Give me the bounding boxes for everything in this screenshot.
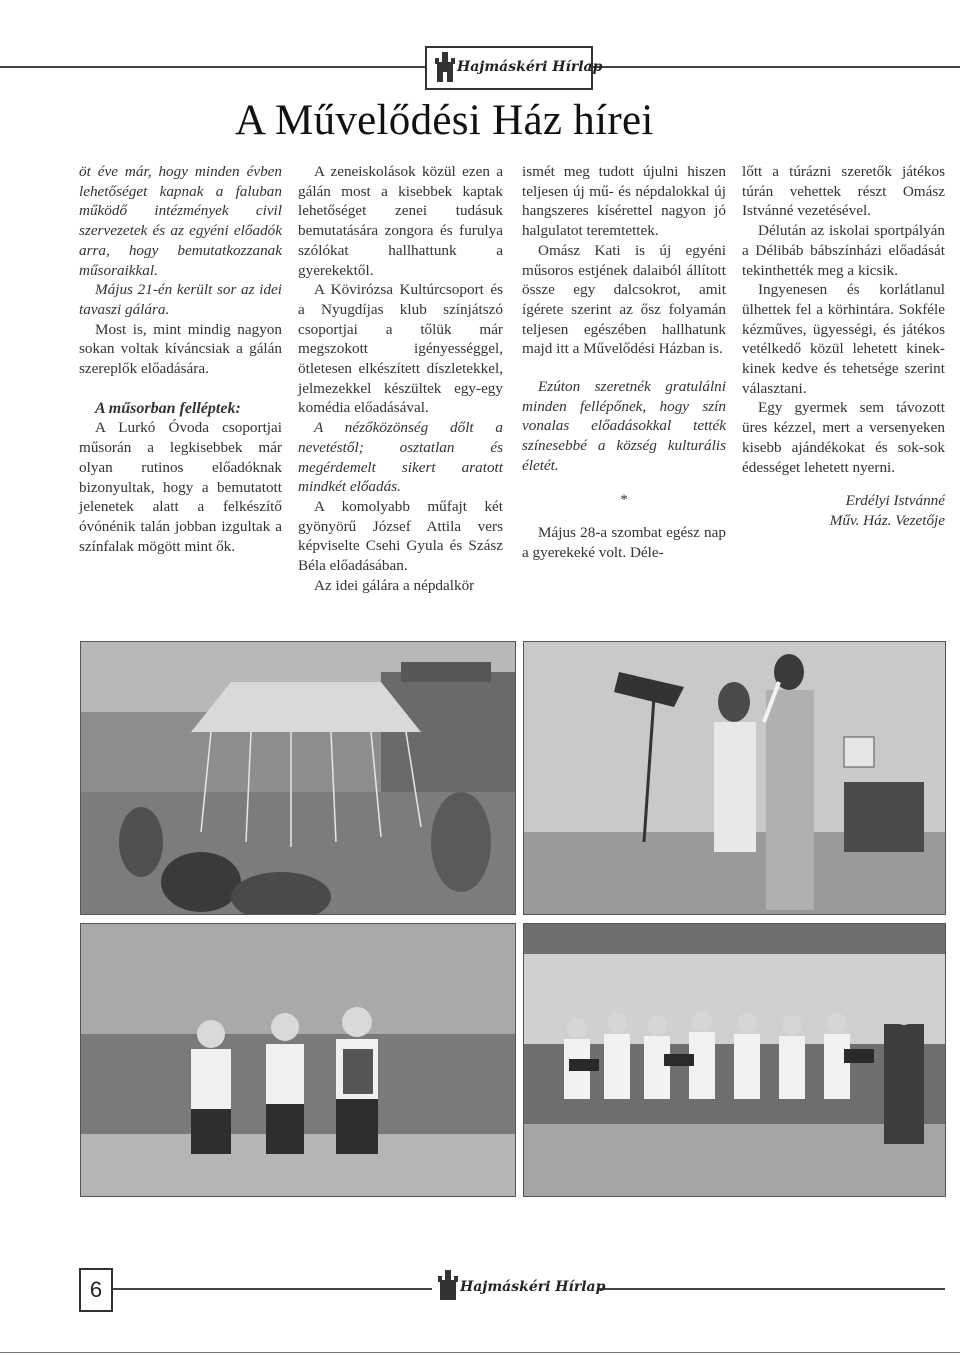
article-column-2 (298, 162, 503, 595)
prizes-paragraph: Egy gyermek sem távozott üres kézzel, mert a versenyeken kisebb ajándékokat és sok-sok édességet lehetett nyerni. (742, 399, 945, 476)
solo-singer-paragraph: Omász Kati is új egyéni műsoros estjének dalaiból állított össze egy dalcsokrot, amit ígérete szerint az ősz folyamán teljesen egészében hallhatunk majd itt a Művelődési Házban is. (522, 241, 726, 358)
performers-subheading: A műsorban felléptek: (95, 399, 241, 417)
castle-icon (433, 50, 457, 84)
choir-illustration (524, 924, 945, 1196)
article-column-1 (79, 162, 282, 556)
footer-logo-text: Hajmáskéri Hírlap (460, 1279, 606, 1295)
music-school-paragraph: A zeneiskolások közül ezen a gálán most a kisebbek kaptak lehetőséget zenei tudásuk bemutatására zongora és furulya szólókat hallhattunk a gyerekektől. (298, 163, 503, 279)
photo-choir (523, 923, 946, 1197)
intro-paragraph: öt éve már, hogy minden évben lehetőséget kapnak a faluban működő intézmények civil szervezetek és az egyéni előadók arra, hogy bemutatkozzanak műsoraikkal. (79, 163, 282, 279)
footer-rule-right (598, 1288, 945, 1290)
carousel-paragraph: Ingyenesen és korlátlanul ülhettek fel a körhintára. Sokféle kézműves, ügyességi, és játékos vetélkedő közül lehetett kinek-kinek kedve és tehetsége szerint választani. (742, 281, 945, 397)
masthead-rule-left (0, 66, 425, 68)
kindergarten-illustration (81, 924, 515, 1196)
section-divider-asterisk: * (620, 490, 628, 508)
kindergarten-paragraph: A Lurkó Óvoda csoportjai műsorán a legkisebbek már olyan rutinos előadóknak bizonyultak, hogy a bemutatott jelenetek alatt a felkészítő óvónénik talán jobban izgultak a színfalak mögött mint ők. (79, 419, 282, 555)
photo-kindergarten-children (80, 923, 516, 1197)
article-column-3 (522, 162, 726, 563)
flute-duo-illustration (524, 642, 945, 914)
audience-laughter-paragraph: A nézőközönség dőlt a nevetéstől; osztatlan és megérdemelt sikert aratott mindkét előadás. (298, 419, 503, 496)
culture-group-paragraph: A Kövirózsa Kultúrcsoport és a Nyugdíjas klub színjátszó csoportjai a tőlük már megszokott igényességgel, ötletesen elkészített díszletekkel, jelmezekkel készültek egy-egy komédia előadásával. (298, 281, 503, 417)
article-column-4 (742, 162, 945, 531)
photo-carousel (80, 641, 516, 915)
puppet-show-paragraph: Délután az iskolai sportpályán a Délibáb bábszínházi előadását tekinthették meg a kicsik. (742, 222, 945, 279)
childrens-day-paragraph: Május 28-a szombat egész nap a gyerekeké volt. Déle- (522, 524, 726, 561)
carousel-illustration (81, 642, 515, 914)
photo-flute-duo (523, 641, 946, 915)
hiking-paragraph: lőtt a túrázni szeretők játékos túrán vehettek részt Omász Istvánné vezetésével. (742, 163, 945, 220)
author-title: Műv. Ház. Vezetője (829, 511, 945, 529)
poems-paragraph: A komolyabb műfajt két gyönyörű József Attila vers képviselte Csehi Gyula és Szász Béla előadásában. (298, 497, 503, 575)
masthead-logo-text: Hajmáskéri Hírlap (457, 59, 603, 75)
page-number: 6 (79, 1268, 113, 1312)
folk-choir-paragraph: Az idei gálára a népdalkör (314, 576, 475, 594)
footer-castle-icon (437, 1268, 459, 1302)
folk-choir-continued: ismét meg tudott újulni hiszen teljesen új mű- és népdalokkal új hangszeres kísérettel nagyon jó halgulatot teremtettek. (522, 163, 726, 240)
masthead-logo-box (425, 46, 603, 90)
masthead-rule-right (591, 66, 960, 68)
page-title: A Művelődési Ház hírei (235, 97, 654, 144)
page-bottom-rule (0, 1352, 960, 1353)
congratulation-paragraph: Ezúton szeretnék gratulálni minden fellépőnek, hogy szín vonalas előadásokkal tették színesebbé a község kulturális életét. (522, 378, 726, 474)
gala-date-paragraph: Május 21-én került sor az idei tavaszi gálára. (79, 281, 282, 318)
footer-rule-left (113, 1288, 432, 1290)
audience-paragraph: Most is, mint mindig nagyon sokan voltak kíváncsiak a gálán szereplők előadására. (79, 320, 282, 378)
author-name: Erdélyi Istvánné (845, 492, 945, 510)
